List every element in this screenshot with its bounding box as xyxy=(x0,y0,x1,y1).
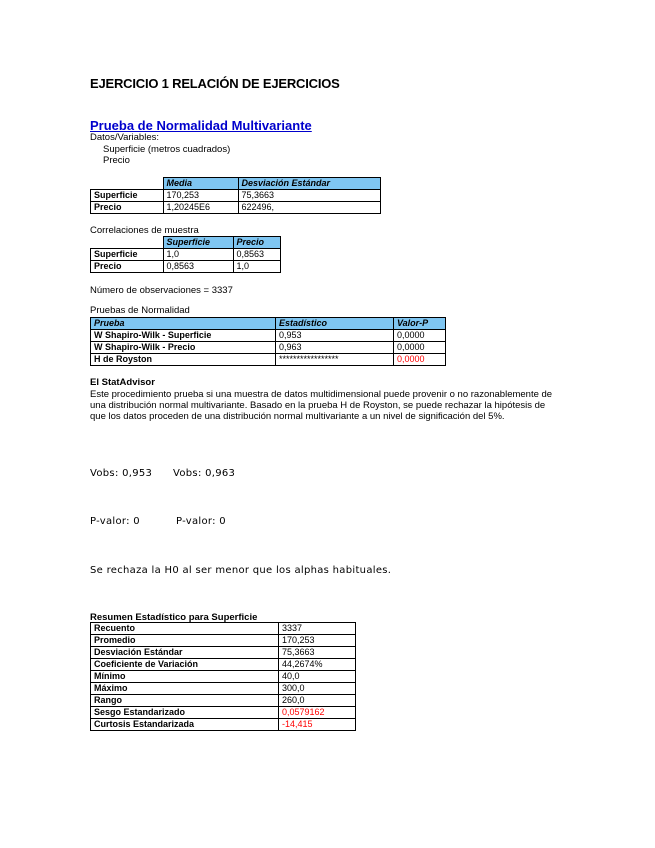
cell-value: 3337 xyxy=(279,623,356,635)
variable-superficie: Superficie (metros cuadrados) xyxy=(103,144,231,155)
row-label: Promedio xyxy=(91,635,279,647)
table-row xyxy=(91,261,281,273)
cell-media: 170,253 xyxy=(163,190,238,202)
cell-value: 0,8563 xyxy=(163,261,233,273)
statadvisor-line: que los datos proceden de una distribución normal multivariante a un nivel de significación del 5%. xyxy=(90,411,505,422)
row-label: Desviación Estándar xyxy=(91,647,279,659)
cell-value: 170,253 xyxy=(279,635,356,647)
observaciones-text: Número de observaciones = 3337 xyxy=(90,285,233,296)
conclusion-text: Se rechaza la H0 al ser menor que los alphas habituales. xyxy=(90,565,392,576)
vobs-superficie: Vobs: 0,953 xyxy=(90,468,153,479)
cell-value: 1,0 xyxy=(233,261,280,273)
cell-valor-p: 0,0000 xyxy=(394,330,446,342)
row-label: Recuento xyxy=(91,623,279,635)
col-header-superficie: Superficie xyxy=(163,237,233,249)
statadvisor-line: Este procedimiento prueba si una muestra de datos multidimensional puede provenir o no razonablemente de xyxy=(90,389,553,400)
corr-caption: Correlaciones de muestra xyxy=(90,225,199,236)
cell-value: 260,0 xyxy=(279,695,356,707)
row-label: Superficie xyxy=(91,249,164,261)
corr-table xyxy=(90,236,281,273)
corner-cell xyxy=(91,178,164,190)
table-row xyxy=(91,190,381,202)
cell-valor-p: 0,0000 xyxy=(394,342,446,354)
table-row xyxy=(91,671,356,683)
cell-value: 300,0 xyxy=(279,683,356,695)
row-label: W Shapiro-Wilk - Precio xyxy=(91,342,276,354)
row-label: Rango xyxy=(91,695,279,707)
normality-table xyxy=(90,317,446,366)
table-row xyxy=(91,659,356,671)
stats-table xyxy=(90,177,381,214)
section-title-link[interactable]: Prueba de Normalidad Multivariante xyxy=(90,118,312,133)
cell-estadistico: 0,963 xyxy=(276,342,394,354)
statadvisor-paragraph xyxy=(90,389,570,422)
table-row xyxy=(91,647,356,659)
cell-value: 0,8563 xyxy=(233,249,280,261)
table-row xyxy=(91,683,356,695)
row-label: Mínimo xyxy=(91,671,279,683)
row-label: Sesgo Estandarizado xyxy=(91,707,279,719)
datos-variables-label: Datos/Variables: xyxy=(90,132,159,143)
vobs-precio: Vobs: 0,963 xyxy=(173,468,236,479)
variable-precio: Precio xyxy=(103,155,130,166)
row-label: Superficie xyxy=(91,190,164,202)
col-header-desv: Desviación Estándar xyxy=(238,178,380,190)
cell-value: 0,0579162 xyxy=(279,707,356,719)
row-label: Precio xyxy=(91,261,164,273)
row-label: W Shapiro-Wilk - Superficie xyxy=(91,330,276,342)
pvalor-precio: P-valor: 0 xyxy=(176,516,226,527)
table-row xyxy=(91,623,356,635)
table-row xyxy=(91,635,356,647)
row-label: Coeficiente de Variación xyxy=(91,659,279,671)
norm-caption: Pruebas de Normalidad xyxy=(90,305,190,316)
cell-estadistico: 0,953 xyxy=(276,330,394,342)
cell-value: -14,415 xyxy=(279,719,356,731)
table-row xyxy=(91,342,446,354)
row-label: H de Royston xyxy=(91,354,276,366)
summary-caption: Resumen Estadístico para Superficie xyxy=(90,612,258,623)
col-header-prueba: Prueba xyxy=(91,318,276,330)
summary-table xyxy=(90,622,356,731)
table-row xyxy=(91,707,356,719)
col-header-valor-p: Valor-P xyxy=(394,318,446,330)
col-header-estadistico: Estadístico xyxy=(276,318,394,330)
statadvisor-line: una distribución normal multivariante. Basado en la prueba H de Royston, se puede rechazar la hipótesis de xyxy=(90,400,546,411)
col-header-media: Media xyxy=(163,178,238,190)
statadvisor-heading: El StatAdvisor xyxy=(90,377,155,388)
table-row xyxy=(91,249,281,261)
cell-desv: 622496, xyxy=(238,202,380,214)
cell-estadistico: ***************** xyxy=(276,354,394,366)
cell-value: 44,2674% xyxy=(279,659,356,671)
table-row xyxy=(91,354,446,366)
pvalor-superficie: P-valor: 0 xyxy=(90,516,140,527)
row-label: Precio xyxy=(91,202,164,214)
table-row xyxy=(91,330,446,342)
cell-value: 1,0 xyxy=(163,249,233,261)
cell-value: 75,3663 xyxy=(279,647,356,659)
cell-valor-p: 0,0000 xyxy=(394,354,446,366)
cell-desv: 75,3663 xyxy=(238,190,380,202)
cell-media: 1,20245E6 xyxy=(163,202,238,214)
row-label: Curtosis Estandarizada xyxy=(91,719,279,731)
corner-cell xyxy=(91,237,164,249)
page-title: EJERCICIO 1 RELACIÓN DE EJERCICIOS xyxy=(90,76,340,91)
row-label: Máximo xyxy=(91,683,279,695)
cell-value: 40,0 xyxy=(279,671,356,683)
table-row xyxy=(91,695,356,707)
table-row xyxy=(91,719,356,731)
table-row xyxy=(91,202,381,214)
col-header-precio: Precio xyxy=(233,237,280,249)
